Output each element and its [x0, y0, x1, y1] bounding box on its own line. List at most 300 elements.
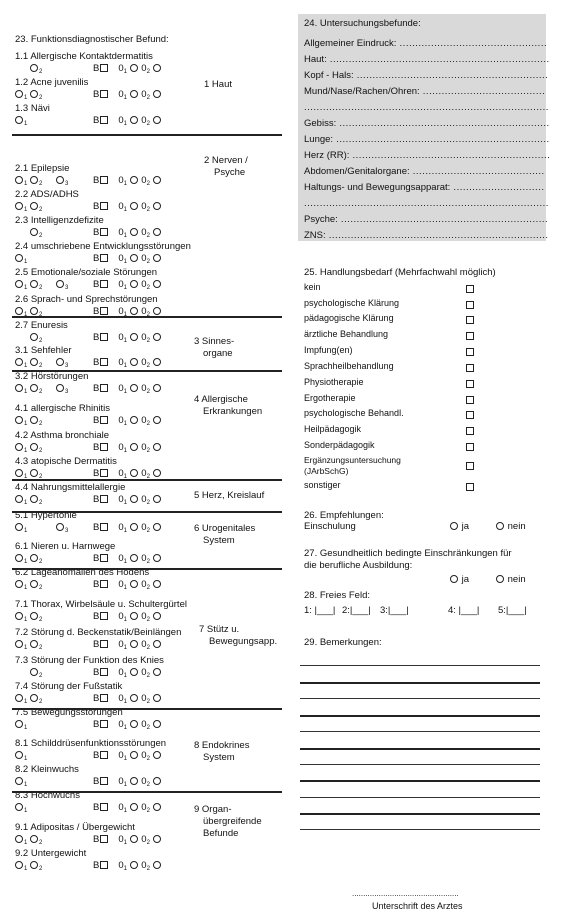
checkbox-icon[interactable]: [100, 90, 108, 98]
radio-icon: [15, 580, 23, 588]
choice-row[interactable]: B $0_1$ $0_2$: [93, 494, 162, 506]
need-checkbox[interactable]: [465, 395, 474, 406]
checkbox-icon[interactable]: [100, 416, 108, 424]
exam-field-dots: ..............................................................................: [304, 102, 549, 113]
finding-label: 4.4 Nahrungsmittelallergie: [15, 482, 126, 493]
checkbox-icon[interactable]: [100, 640, 108, 648]
finding-label: 4.1 allergische Rhinitis: [15, 403, 111, 414]
remark-line[interactable]: [300, 715, 540, 717]
need-checkbox[interactable]: [465, 442, 474, 453]
restrict-yes[interactable]: ja: [450, 574, 469, 585]
radio-icon: [30, 469, 38, 477]
remark-line[interactable]: [300, 764, 540, 765]
radio-icon: [15, 861, 23, 869]
choice-row[interactable]: B $0_1$ $0_2$: [93, 442, 162, 454]
choice-0-2: 0: [141, 115, 147, 126]
free-field[interactable]: 5:|___|: [498, 605, 527, 616]
remark-line[interactable]: [300, 829, 540, 830]
finding-label: 2.4 umschriebene Entwicklungsstörungen: [15, 241, 191, 252]
need-checkbox[interactable]: [465, 482, 474, 493]
choice-row[interactable]: B $0_1$ $0_2$: [93, 834, 162, 846]
radio-icon[interactable]: [153, 443, 161, 451]
checkbox-icon[interactable]: [100, 469, 108, 477]
choice-row[interactable]: B $0_1$ $0_2$: [93, 227, 162, 239]
radio-icon[interactable]: [153, 523, 161, 531]
checkbox-icon[interactable]: [100, 202, 108, 210]
finding-label: 7.3 Störung der Funktion des Knies: [15, 655, 164, 666]
radio-icon[interactable]: [153, 384, 161, 392]
severity-radio[interactable]: [15, 834, 27, 846]
need-checkbox[interactable]: [465, 315, 474, 326]
severity-radio[interactable]: [15, 693, 27, 705]
severity-radio[interactable]: [15, 201, 27, 213]
choice-row[interactable]: B $0_1$ $0_2$: [93, 201, 162, 213]
checkbox-icon[interactable]: [100, 835, 108, 843]
radio-icon[interactable]: [130, 176, 138, 184]
need-checkbox[interactable]: [465, 347, 474, 358]
severity-radio[interactable]: [15, 579, 27, 591]
choice-b: B: [93, 253, 100, 264]
checkbox-icon[interactable]: [466, 285, 474, 293]
radio-icon[interactable]: [130, 835, 138, 843]
exam-field-label: ZNS:: [304, 230, 326, 241]
radio-icon: [450, 575, 458, 583]
checkbox-icon[interactable]: [100, 64, 108, 72]
checkbox-icon[interactable]: [100, 116, 108, 124]
radio-index: 1: [24, 500, 28, 506]
checkbox-icon[interactable]: [100, 443, 108, 451]
radio-icon[interactable]: [130, 280, 138, 288]
choice-0-2: 0: [141, 442, 147, 453]
radio-icon[interactable]: [153, 554, 161, 562]
need-checkbox[interactable]: [465, 284, 474, 295]
radio-icon[interactable]: [130, 803, 138, 811]
radio-icon: [15, 416, 23, 424]
finding-label: 8.2 Kleinwuchs: [15, 764, 79, 775]
radio-icon[interactable]: [153, 64, 161, 72]
severity-radio[interactable]: [30, 279, 42, 291]
severity-radio[interactable]: [15, 279, 27, 291]
remark-line[interactable]: [300, 797, 540, 798]
severity-radio[interactable]: [56, 383, 68, 395]
radio-icon[interactable]: [130, 116, 138, 124]
checkbox-icon[interactable]: [466, 316, 474, 324]
severity-radio[interactable]: [15, 750, 27, 762]
choice-row[interactable]: B $0_1$ $0_2$: [93, 383, 162, 395]
radio-icon[interactable]: [153, 116, 161, 124]
radio-icon[interactable]: [130, 228, 138, 236]
choice-row[interactable]: B $0_1$ $0_2$: [93, 776, 162, 788]
choice-0-1: 0: [118, 227, 124, 238]
radio-index: 1: [24, 474, 28, 480]
severity-radio[interactable]: [30, 357, 42, 369]
severity-radio[interactable]: [30, 834, 42, 846]
choice-row[interactable]: B $0_1$ $0_2$: [93, 553, 162, 565]
remark-line[interactable]: [300, 682, 540, 684]
severity-radio[interactable]: [15, 802, 27, 814]
choice-row[interactable]: B $0_1$ $0_2$: [93, 415, 162, 427]
checkbox-icon[interactable]: [466, 443, 474, 451]
need-checkbox[interactable]: [465, 300, 474, 311]
checkbox-icon[interactable]: [466, 380, 474, 388]
radio-icon[interactable]: [153, 777, 161, 785]
severity-radio[interactable]: [30, 415, 42, 427]
choice-row[interactable]: B $0_1$ $0_2$: [93, 306, 162, 318]
severity-radio[interactable]: [30, 494, 42, 506]
finding-label: 6.1 Nieren u. Harnwege: [15, 541, 116, 552]
severity-radio[interactable]: [15, 719, 27, 731]
exam-field[interactable]: [304, 54, 550, 65]
radio-icon[interactable]: [153, 90, 161, 98]
radio-icon[interactable]: [130, 640, 138, 648]
radio-icon[interactable]: [153, 640, 161, 648]
finding-label: 9.2 Untergewicht: [15, 848, 87, 859]
radio-icon[interactable]: [130, 307, 138, 315]
radio-icon[interactable]: [153, 416, 161, 424]
recommend-yes[interactable]: ja: [450, 521, 469, 532]
radio-icon[interactable]: [130, 202, 138, 210]
severity-radio[interactable]: [30, 201, 42, 213]
severity-radio[interactable]: [30, 442, 42, 454]
choice-row[interactable]: B $0_1$ $0_2$: [93, 579, 162, 591]
radio-icon[interactable]: [130, 358, 138, 366]
choice-row[interactable]: B $0_1$ $0_2$: [93, 332, 162, 344]
choice-row[interactable]: B $0_1$ $0_2$: [93, 750, 162, 762]
exam-field[interactable]: [304, 198, 549, 209]
choice-row[interactable]: B $0_1$ $0_2$: [93, 253, 162, 265]
radio-icon[interactable]: [153, 495, 161, 503]
radio-icon[interactable]: [130, 777, 138, 785]
radio-icon[interactable]: [153, 228, 161, 236]
severity-radio[interactable]: [56, 175, 68, 187]
checkbox-icon[interactable]: [100, 751, 108, 759]
radio-icon[interactable]: [153, 803, 161, 811]
severity-radio[interactable]: [15, 442, 27, 454]
checkbox-icon[interactable]: [100, 358, 108, 366]
radio-icon[interactable]: [130, 751, 138, 759]
checkbox-icon[interactable]: [100, 580, 108, 588]
severity-radio[interactable]: [15, 522, 27, 534]
need-label: ärztliche Behandlung: [304, 329, 389, 339]
radio-icon[interactable]: [130, 612, 138, 620]
severity-radio[interactable]: [15, 611, 27, 623]
choice-0-1: 0: [118, 383, 124, 394]
choice-row[interactable]: B $0_1$ $0_2$: [93, 468, 162, 480]
severity-radio[interactable]: [15, 639, 27, 651]
radio-icon[interactable]: [153, 720, 161, 728]
free-field[interactable]: 2:|___|: [342, 605, 371, 616]
finding-label: 1.1 Allergische Kontaktdermatitis: [15, 51, 153, 62]
finding-label: 4.2 Asthma bronchiale: [15, 430, 110, 441]
restrict-title: 27. Gesundheitlich bedingte Einschränkungen für: [304, 548, 512, 559]
choice-b: B: [93, 115, 100, 126]
section-23-title: 23. Funktionsdiagnostischer Befund:: [15, 34, 169, 45]
exam-field[interactable]: [304, 38, 547, 49]
radio-index: 1: [24, 389, 28, 395]
checkbox-icon[interactable]: [466, 332, 474, 340]
exam-field[interactable]: [304, 182, 544, 193]
radio-icon[interactable]: [153, 333, 161, 341]
checkbox-icon[interactable]: [100, 668, 108, 676]
choice-row[interactable]: B $0_1$ $0_2$: [93, 63, 162, 75]
radio-icon: [496, 575, 504, 583]
need-checkbox[interactable]: [465, 410, 474, 421]
free-field[interactable]: 4: |___|: [448, 605, 480, 616]
finding-label: 3.2 Hörstörungen: [15, 371, 89, 382]
severity-radio[interactable]: [56, 279, 68, 291]
radio-icon[interactable]: [153, 580, 161, 588]
radio-icon[interactable]: [130, 416, 138, 424]
radio-icon: [15, 443, 23, 451]
radio-icon: [15, 280, 23, 288]
severity-radio[interactable]: [30, 860, 42, 872]
need-label: Heilpädagogik: [304, 424, 362, 434]
radio-icon[interactable]: [153, 202, 161, 210]
choice-0-1: 0: [118, 63, 124, 74]
radio-icon[interactable]: [130, 254, 138, 262]
severity-radio[interactable]: [30, 89, 42, 101]
choice-row[interactable]: B $0_1$ $0_2$: [93, 89, 162, 101]
radio-icon[interactable]: [153, 668, 161, 676]
radio-icon[interactable]: [153, 612, 161, 620]
radio-index: 2: [39, 207, 43, 213]
severity-radio[interactable]: [30, 383, 42, 395]
finding-label: 2.1 Epilepsie: [15, 163, 70, 174]
radio-icon[interactable]: [130, 694, 138, 702]
free-field[interactable]: 1: |___|: [304, 605, 336, 616]
radio-icon: [56, 523, 64, 531]
radio-icon[interactable]: [153, 358, 161, 366]
need-checkbox[interactable]: [465, 426, 474, 437]
radio-icon[interactable]: [130, 333, 138, 341]
group-label: System: [203, 535, 235, 546]
radio-icon[interactable]: [130, 523, 138, 531]
need-label: psychologische Klärung: [304, 298, 400, 308]
need-checkbox[interactable]: [465, 331, 474, 342]
severity-radio[interactable]: [15, 383, 27, 395]
choice-0-2: 0: [141, 750, 147, 761]
need-checkbox[interactable]: [465, 363, 474, 374]
finding-label: 7.5 Bewegungsstörungen: [15, 707, 123, 718]
exam-field[interactable]: [304, 102, 549, 113]
checkbox-icon[interactable]: [466, 462, 474, 470]
severity-radio[interactable]: [30, 175, 42, 187]
choice-0-1: 0: [118, 776, 124, 787]
radio-icon[interactable]: [153, 254, 161, 262]
radio-icon[interactable]: [130, 469, 138, 477]
choice-b: B: [93, 201, 100, 212]
severity-radio[interactable]: [15, 89, 27, 101]
radio-icon[interactable]: [153, 280, 161, 288]
checkbox-icon[interactable]: [466, 364, 474, 372]
exam-field[interactable]: [304, 214, 548, 225]
severity-radio[interactable]: [56, 357, 68, 369]
restrict-no[interactable]: nein: [496, 574, 526, 585]
severity-radio[interactable]: [30, 693, 42, 705]
group-divider: [12, 568, 282, 570]
choice-row[interactable]: B $0_1$ $0_2$: [93, 522, 162, 534]
choice-0-1: 0: [118, 115, 124, 126]
severity-radio[interactable]: [30, 579, 42, 591]
radio-icon[interactable]: [153, 861, 161, 869]
checkbox-icon[interactable]: [100, 254, 108, 262]
checkbox-icon[interactable]: [100, 333, 108, 341]
exam-field[interactable]: [304, 150, 550, 161]
radio-index: 2: [39, 617, 43, 623]
choice-b: B: [93, 750, 100, 761]
severity-radio[interactable]: [15, 253, 27, 265]
need-label: psychologische Behandl.: [304, 408, 404, 418]
remark-line[interactable]: [300, 665, 540, 666]
exam-field-label: Kopf - Hals:: [304, 70, 354, 81]
checkbox-icon[interactable]: [100, 280, 108, 288]
choice-row[interactable]: B $0_1$ $0_2$: [93, 639, 162, 651]
severity-radio[interactable]: [15, 415, 27, 427]
radio-icon[interactable]: [130, 90, 138, 98]
severity-radio[interactable]: [15, 776, 27, 788]
radio-icon[interactable]: [153, 176, 161, 184]
radio-icon[interactable]: [130, 64, 138, 72]
severity-radio[interactable]: [15, 553, 27, 565]
choice-row[interactable]: B $0_1$ $0_2$: [93, 115, 162, 127]
choice-b: B: [93, 611, 100, 622]
checkbox-icon[interactable]: [100, 523, 108, 531]
checkbox-icon[interactable]: [100, 554, 108, 562]
remark-line[interactable]: [300, 813, 540, 815]
free-field[interactable]: 3:|___|: [380, 605, 409, 616]
severity-radio[interactable]: [15, 175, 27, 187]
radio-icon[interactable]: [130, 384, 138, 392]
radio-icon[interactable]: [153, 307, 161, 315]
severity-radio[interactable]: [56, 522, 68, 534]
radio-icon[interactable]: [130, 580, 138, 588]
exam-field-label: Herz (RR):: [304, 150, 350, 161]
checkbox-icon[interactable]: [100, 720, 108, 728]
radio-icon[interactable]: [153, 835, 161, 843]
severity-radio[interactable]: [30, 227, 42, 239]
radio-icon: [30, 280, 38, 288]
severity-radio[interactable]: [30, 63, 42, 75]
radio-index: 3: [65, 389, 69, 395]
finding-label: 7.1 Thorax, Wirbelsäule u. Schultergürtel: [15, 599, 187, 610]
severity-radio[interactable]: [15, 357, 27, 369]
choice-0-2: 0: [141, 253, 147, 264]
remark-line[interactable]: [300, 780, 540, 782]
exam-field[interactable]: [304, 70, 548, 81]
exam-field-dots: ..................................................................: [337, 214, 549, 225]
severity-radio[interactable]: [30, 639, 42, 651]
radio-icon[interactable]: [153, 469, 161, 477]
radio-icon[interactable]: [130, 495, 138, 503]
checkbox-icon[interactable]: [100, 307, 108, 315]
choice-row[interactable]: B $0_1$ $0_2$: [93, 279, 162, 291]
checkbox-icon[interactable]: [100, 612, 108, 620]
checkbox-icon[interactable]: [466, 483, 474, 491]
recommend-no[interactable]: nein: [496, 521, 526, 532]
choice-0-2: 0: [141, 553, 147, 564]
need-label: kein: [304, 282, 321, 292]
choice-0-1: 0: [118, 415, 124, 426]
choice-0-2: 0: [141, 415, 147, 426]
radio-icon[interactable]: [153, 751, 161, 759]
radio-icon: [30, 612, 38, 620]
checkbox-icon[interactable]: [466, 301, 474, 309]
radio-icon: [15, 384, 23, 392]
remark-line[interactable]: [300, 698, 540, 699]
choice-0-2: 0: [141, 63, 147, 74]
finding-label: 2.6 Sprach- und Sprechstörungen: [15, 294, 158, 305]
exam-field[interactable]: [304, 230, 549, 241]
need-checkbox[interactable]: [465, 379, 474, 390]
choice-row[interactable]: B $0_1$ $0_2$: [93, 611, 162, 623]
choice-b: B: [93, 306, 100, 317]
radio-icon[interactable]: [130, 443, 138, 451]
radio-icon[interactable]: [130, 668, 138, 676]
choice-b: B: [93, 332, 100, 343]
severity-radio[interactable]: [30, 667, 42, 679]
radio-icon[interactable]: [130, 861, 138, 869]
severity-radio[interactable]: [15, 860, 27, 872]
checkbox-icon[interactable]: [466, 348, 474, 356]
checkbox-icon[interactable]: [100, 176, 108, 184]
checkbox-icon[interactable]: [100, 694, 108, 702]
checkbox-icon[interactable]: [466, 411, 474, 419]
finding-label: 8.1 Schilddrüsenfunktionsstörungen: [15, 738, 167, 749]
severity-radio[interactable]: [15, 115, 27, 127]
choice-row[interactable]: B $0_1$ $0_2$: [93, 802, 162, 814]
radio-icon: [30, 416, 38, 424]
choice-row[interactable]: B $0_1$ $0_2$: [93, 667, 162, 679]
choice-row[interactable]: B $0_1$ $0_2$: [93, 860, 162, 872]
checkbox-icon[interactable]: [466, 396, 474, 404]
choice-row[interactable]: B $0_1$ $0_2$: [93, 175, 162, 187]
exam-field[interactable]: [304, 134, 550, 145]
group-divider: [12, 511, 282, 513]
remark-line[interactable]: [300, 748, 540, 750]
choice-b: B: [93, 802, 100, 813]
checkbox-icon[interactable]: [100, 861, 108, 869]
checkbox-icon[interactable]: [100, 384, 108, 392]
choice-0-1: 0: [118, 357, 124, 368]
group-label: 6 Urogenitales: [194, 523, 256, 534]
checkbox-icon[interactable]: [100, 495, 108, 503]
checkbox-icon[interactable]: [100, 777, 108, 785]
choice-row[interactable]: B $0_1$ $0_2$: [93, 693, 162, 705]
severity-radio[interactable]: [30, 553, 42, 565]
choice-0-2: 0: [141, 332, 147, 343]
choice-0-2: 0: [141, 667, 147, 678]
radio-index: 2: [39, 500, 43, 506]
severity-radio[interactable]: [15, 494, 27, 506]
checkbox-icon[interactable]: [466, 427, 474, 435]
choice-row[interactable]: B $0_1$ $0_2$: [93, 357, 162, 369]
radio-index: 3: [65, 528, 69, 534]
checkbox-icon[interactable]: [100, 228, 108, 236]
checkbox-icon[interactable]: [100, 803, 108, 811]
radio-icon[interactable]: [153, 694, 161, 702]
severity-radio[interactable]: [30, 611, 42, 623]
exam-field[interactable]: [304, 166, 545, 177]
choice-row[interactable]: B $0_1$ $0_2$: [93, 719, 162, 731]
remark-line[interactable]: [300, 731, 540, 732]
exam-field[interactable]: [304, 86, 545, 97]
exam-field[interactable]: [304, 118, 550, 129]
need-checkbox[interactable]: [465, 461, 474, 472]
radio-icon[interactable]: [130, 720, 138, 728]
severity-radio[interactable]: [30, 332, 42, 344]
remarks-title: 29. Bemerkungen:: [304, 637, 382, 648]
radio-icon[interactable]: [130, 554, 138, 562]
